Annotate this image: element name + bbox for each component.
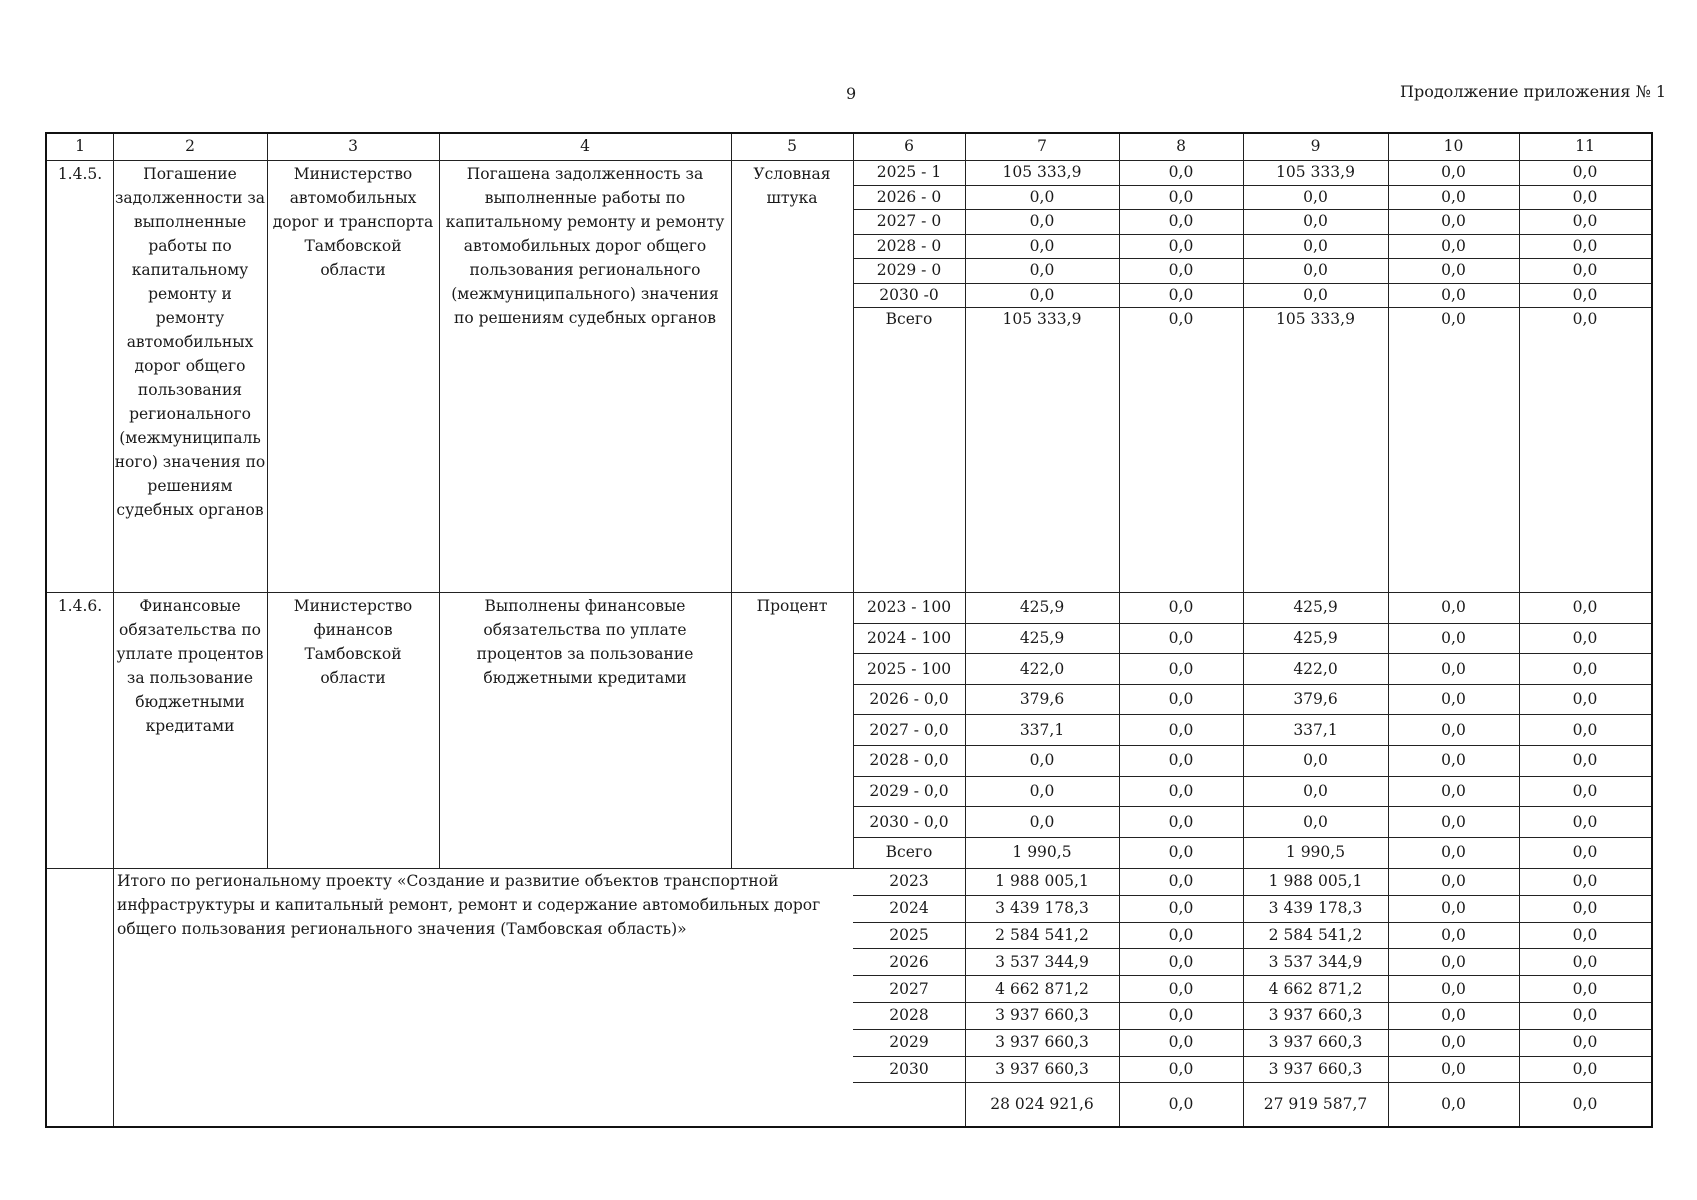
- amount-federal: 0,0: [1168, 720, 1194, 739]
- text-line: Условная: [753, 165, 831, 183]
- total-amount-total: 28 024 921,6: [990, 1095, 1094, 1114]
- text-line: ного) значения по: [114, 453, 266, 471]
- text-line: Итого по региональному проекту «Создание и развитие объектов транспортной: [117, 872, 779, 890]
- amount-other: 0,0: [1572, 598, 1598, 617]
- amount-total: 0,0: [1029, 812, 1055, 831]
- total-amount-total: 3 937 660,3: [995, 1033, 1089, 1052]
- year-value: 2025 - 1: [876, 163, 942, 182]
- amount-federal: 0,0: [1168, 812, 1194, 831]
- text-line: обязательства по: [119, 621, 261, 639]
- text-line: за пользование: [126, 669, 254, 687]
- total-amount-local: 0,0: [1441, 979, 1466, 998]
- amount-local: 0,0: [1441, 628, 1466, 647]
- amount-other: 0,0: [1572, 310, 1598, 329]
- amount-regional: 425,9: [1293, 598, 1338, 617]
- event-name: [113, 594, 267, 738]
- total-amount-federal: 0,0: [1168, 926, 1194, 944]
- total-amount-other: 0,0: [1572, 979, 1598, 998]
- budget-table: [45, 132, 1653, 1128]
- total-amount-local: 0,0: [1441, 1060, 1466, 1078]
- grid-line: [853, 806, 1651, 807]
- amount-total: 105 333,9: [1002, 310, 1082, 329]
- amount-local: 0,0: [1441, 163, 1466, 182]
- total-year: 2029: [889, 1033, 929, 1052]
- grid-line: [853, 745, 1651, 746]
- year-value: 2030 - 0,0: [869, 812, 949, 831]
- amount-local: 0,0: [1441, 236, 1466, 255]
- amount-regional: 0,0: [1303, 751, 1328, 770]
- year-value: Всего: [885, 843, 933, 862]
- amount-federal: 0,0: [1168, 781, 1194, 800]
- amount-other: 0,0: [1572, 187, 1598, 206]
- amount-other: 0,0: [1572, 285, 1598, 304]
- executor-name: [267, 594, 439, 690]
- total-amount-total: 3 439 178,3: [995, 899, 1089, 918]
- amount-local: 0,0: [1441, 751, 1466, 770]
- event-name: [113, 162, 267, 522]
- text-line: ремонту и: [148, 285, 232, 303]
- amount-total: 105 333,9: [1002, 163, 1082, 182]
- total-year: 2028: [889, 1006, 929, 1025]
- amount-federal: 0,0: [1168, 628, 1194, 647]
- amount-federal: 0,0: [1168, 310, 1194, 329]
- amount-local: 0,0: [1441, 261, 1466, 280]
- total-amount-other: 0,0: [1572, 926, 1598, 944]
- column-header-6: 6: [904, 137, 914, 155]
- amount-regional: 425,9: [1293, 628, 1338, 647]
- grid-line: [853, 714, 1651, 715]
- text-line: области: [320, 669, 386, 687]
- column-header-11: 11: [1575, 137, 1595, 155]
- text-line: (межмуниципаль: [119, 429, 261, 447]
- text-line: по решениям судебных органов: [454, 309, 716, 327]
- total-year: 2027: [889, 979, 929, 998]
- amount-other: 0,0: [1572, 212, 1598, 231]
- amount-total: 0,0: [1029, 187, 1055, 206]
- amount-other: 0,0: [1572, 236, 1598, 255]
- text-line: Тамбовской: [304, 645, 402, 663]
- grid-line: [853, 776, 1651, 777]
- total-amount-regional: 3 937 660,3: [1268, 1060, 1363, 1078]
- text-line: пользования регионального: [469, 261, 701, 279]
- total-amount-total: 3 537 344,9: [995, 952, 1089, 971]
- text-line: решениям: [147, 477, 233, 495]
- year-value: Всего: [885, 310, 933, 329]
- amount-total: 0,0: [1029, 285, 1055, 304]
- amount-other: 0,0: [1572, 781, 1598, 800]
- total-amount-local: 0,0: [1441, 1006, 1466, 1025]
- year-value: 2025 - 100: [866, 659, 952, 678]
- amount-other: 0,0: [1572, 163, 1598, 182]
- amount-local: 0,0: [1441, 720, 1466, 739]
- total-amount-regional: 2 584 541,2: [1268, 926, 1363, 944]
- year-value: 2024 - 100: [866, 628, 952, 647]
- amount-regional: 0,0: [1303, 285, 1328, 304]
- grid-line: [853, 623, 1651, 624]
- amount-regional: 422,0: [1293, 659, 1338, 678]
- amount-local: 0,0: [1441, 212, 1466, 231]
- amount-local: 0,0: [1441, 690, 1466, 709]
- amount-total: 1 990,5: [1012, 843, 1072, 862]
- text-line: Погашена задолженность за: [466, 165, 704, 183]
- total-year: 2026: [889, 952, 929, 971]
- amount-other: 0,0: [1572, 720, 1598, 739]
- total-amount-other: 0,0: [1572, 1006, 1598, 1025]
- total-amount-regional: 3 537 344,9: [1268, 952, 1363, 971]
- text-line: бюджетными кредитами: [483, 669, 687, 687]
- text-line: судебных органов: [116, 501, 264, 519]
- total-amount-other: 0,0: [1572, 952, 1598, 971]
- grid-line: [853, 684, 1651, 685]
- text-line: задолженности за: [114, 189, 266, 207]
- result-description: [439, 594, 731, 690]
- text-line: регионального: [129, 405, 251, 423]
- amount-total: 337,1: [1019, 720, 1065, 739]
- text-line: кредитами: [145, 717, 235, 735]
- amount-total: 0,0: [1029, 751, 1055, 770]
- total-year: 2024: [889, 899, 929, 918]
- amount-total: 0,0: [1029, 781, 1055, 800]
- total-amount-other: 0,0: [1572, 899, 1598, 918]
- text-line: Министерство: [293, 597, 413, 615]
- amount-federal: 0,0: [1168, 751, 1194, 770]
- amount-federal: 0,0: [1168, 236, 1194, 255]
- amount-total: 379,6: [1019, 690, 1065, 709]
- column-header-8: 8: [1176, 137, 1186, 155]
- row-number: 1.4.5.: [57, 165, 103, 183]
- year-value: 2029 - 0,0: [869, 781, 949, 800]
- grid-line: [853, 837, 1651, 838]
- amount-federal: 0,0: [1168, 285, 1194, 304]
- amount-other: 0,0: [1572, 628, 1598, 647]
- text-line: Министерство: [293, 165, 413, 183]
- amount-total: 422,0: [1019, 659, 1065, 678]
- text-line: выполненные: [133, 213, 247, 231]
- text-line: Выполнены финансовые: [484, 597, 686, 615]
- amount-regional: 105 333,9: [1276, 310, 1355, 329]
- total-amount-regional: 3 439 178,3: [1268, 899, 1363, 918]
- amount-total: 0,0: [1029, 236, 1055, 255]
- column-header-10: 10: [1443, 137, 1464, 155]
- total-amount-total: 2 584 541,2: [995, 926, 1089, 944]
- text-line: автомобильных дорог общего: [463, 237, 707, 255]
- total-amount-local: 0,0: [1441, 952, 1466, 971]
- amount-federal: 0,0: [1168, 163, 1194, 182]
- column-header-9: 9: [1310, 137, 1321, 155]
- total-amount-regional: 1 988 005,1: [1268, 872, 1363, 891]
- total-amount-total: 1 988 005,1: [995, 872, 1089, 891]
- total-amount-federal: 0,0: [1168, 1006, 1194, 1025]
- amount-total: 425,9: [1019, 628, 1065, 647]
- total-amount-other: 0,0: [1572, 1060, 1598, 1078]
- year-value: 2029 - 0: [876, 261, 942, 280]
- year-value: 2027 - 0,0: [869, 720, 949, 739]
- column-header-5: 5: [787, 137, 797, 155]
- amount-federal: 0,0: [1168, 187, 1194, 206]
- amount-regional: 105 333,9: [1276, 163, 1355, 182]
- amount-local: 0,0: [1441, 781, 1466, 800]
- total-amount-federal: 0,0: [1168, 872, 1194, 891]
- total-amount-regional: 3 937 660,3: [1268, 1006, 1363, 1025]
- text-line: (межмуниципального) значения: [451, 285, 719, 303]
- total-amount-federal: 0,0: [1168, 1033, 1194, 1052]
- unit-of-measure: [731, 162, 853, 210]
- text-line: Процент: [756, 597, 828, 615]
- text-line: финансов: [313, 621, 393, 639]
- amount-total: 0,0: [1029, 261, 1055, 280]
- grid-line: [47, 592, 1651, 593]
- amount-local: 0,0: [1441, 812, 1466, 831]
- column-header-3: 3: [348, 137, 358, 155]
- year-value: 2026 - 0: [876, 187, 942, 206]
- text-line: работы по: [148, 237, 232, 255]
- text-line: штука: [766, 189, 818, 207]
- total-amount-other: 0,0: [1572, 872, 1598, 891]
- text-line: процентов за пользование: [476, 645, 694, 663]
- amount-federal: 0,0: [1168, 212, 1194, 231]
- total-amount-local: 0,0: [1441, 1095, 1466, 1114]
- text-line: автомобильных: [289, 189, 417, 207]
- text-line: инфраструктуры и капитальный ремонт, ремонт и содержание автомобильных дорог: [117, 896, 821, 914]
- amount-regional: 1 990,5: [1285, 843, 1346, 862]
- amount-federal: 0,0: [1168, 690, 1194, 709]
- total-amount-local: 0,0: [1441, 1033, 1466, 1052]
- total-year: 2023: [889, 872, 929, 891]
- amount-local: 0,0: [1441, 659, 1466, 678]
- total-amount-local: 0,0: [1441, 872, 1466, 891]
- text-line: выполненные работы по: [484, 189, 686, 207]
- total-amount-regional: 27 919 587,7: [1263, 1095, 1368, 1114]
- amount-local: 0,0: [1441, 843, 1466, 862]
- amount-local: 0,0: [1441, 285, 1466, 304]
- total-amount-total: 3 937 660,3: [995, 1006, 1089, 1025]
- total-amount-federal: 0,0: [1168, 899, 1194, 918]
- amount-regional: 0,0: [1303, 236, 1328, 255]
- text-line: обязательства по уплате: [483, 621, 687, 639]
- total-label: [113, 869, 857, 941]
- year-value: 2028 - 0: [876, 236, 942, 255]
- total-amount-federal: 0,0: [1168, 1095, 1194, 1114]
- text-line: автомобильных: [126, 333, 254, 351]
- amount-regional: 379,6: [1293, 690, 1338, 709]
- year-value: 2027 - 0: [876, 212, 942, 231]
- amount-federal: 0,0: [1168, 261, 1194, 280]
- total-amount-total: 4 662 871,2: [995, 979, 1089, 998]
- total-amount-other: 0,0: [1572, 1095, 1598, 1114]
- column-header-7: 7: [1037, 137, 1047, 155]
- text-line: пользования: [137, 381, 243, 399]
- amount-local: 0,0: [1441, 310, 1466, 329]
- text-line: уплате процентов: [116, 645, 264, 663]
- text-line: дорог общего: [134, 357, 246, 375]
- year-value: 2023 - 100: [866, 598, 952, 617]
- amount-other: 0,0: [1572, 751, 1598, 770]
- amount-local: 0,0: [1441, 598, 1466, 617]
- year-value: 2030 -0: [879, 285, 939, 304]
- text-line: области: [320, 261, 386, 279]
- executor-name: [267, 162, 439, 282]
- column-header-4: 4: [580, 137, 590, 155]
- amount-regional: 0,0: [1303, 261, 1328, 280]
- text-line: ремонту: [155, 309, 225, 327]
- total-amount-total: 3 937 660,3: [995, 1060, 1089, 1078]
- row-number: 1.4.6.: [57, 597, 103, 615]
- total-year: 2025: [889, 926, 929, 944]
- amount-total: 0,0: [1029, 212, 1055, 231]
- amount-federal: 0,0: [1168, 843, 1194, 862]
- amount-regional: 0,0: [1303, 812, 1328, 831]
- column-header-2: 2: [185, 137, 195, 155]
- amount-other: 0,0: [1572, 659, 1598, 678]
- total-amount-federal: 0,0: [1168, 1060, 1194, 1078]
- column-header-1: 1: [75, 137, 85, 155]
- amount-federal: 0,0: [1168, 659, 1194, 678]
- total-amount-local: 0,0: [1441, 899, 1466, 918]
- grid-line: [853, 1082, 1651, 1083]
- total-year: 2030: [889, 1060, 929, 1078]
- total-amount-other: 0,0: [1572, 1033, 1598, 1052]
- text-line: капитальному: [131, 261, 249, 279]
- year-value: 2026 - 0,0: [869, 690, 949, 709]
- total-amount-local: 0,0: [1441, 926, 1466, 944]
- amount-federal: 0,0: [1168, 598, 1194, 617]
- grid-line: [731, 134, 732, 868]
- amount-regional: 337,1: [1293, 720, 1338, 739]
- result-description: [439, 162, 731, 330]
- total-amount-regional: 4 662 871,2: [1268, 979, 1363, 998]
- amount-local: 0,0: [1441, 187, 1466, 206]
- amount-other: 0,0: [1572, 843, 1598, 862]
- total-amount-federal: 0,0: [1168, 952, 1194, 971]
- year-value: 2028 - 0,0: [869, 751, 949, 770]
- amount-other: 0,0: [1572, 261, 1598, 280]
- total-amount-regional: 3 937 660,3: [1268, 1033, 1363, 1052]
- text-line: общего пользования регионального значения (Тамбовская область)»: [117, 920, 687, 938]
- text-line: дорог и транспорта: [272, 213, 434, 231]
- unit-of-measure: [731, 594, 853, 618]
- text-line: Тамбовской: [304, 237, 402, 255]
- amount-total: 425,9: [1019, 598, 1065, 617]
- grid-line: [853, 653, 1651, 654]
- text-line: Погашение: [143, 165, 237, 183]
- text-line: бюджетными: [135, 693, 245, 711]
- amount-regional: 0,0: [1303, 781, 1328, 800]
- text-line: Финансовые: [139, 597, 241, 615]
- continuation-label: Продолжение приложения № 1: [1400, 82, 1667, 101]
- page-number: 9: [846, 84, 857, 103]
- text-line: капитальному ремонту и ремонту: [445, 213, 725, 231]
- amount-other: 0,0: [1572, 812, 1598, 831]
- amount-regional: 0,0: [1303, 187, 1328, 206]
- amount-other: 0,0: [1572, 690, 1598, 709]
- total-amount-federal: 0,0: [1168, 979, 1194, 998]
- amount-regional: 0,0: [1303, 212, 1328, 231]
